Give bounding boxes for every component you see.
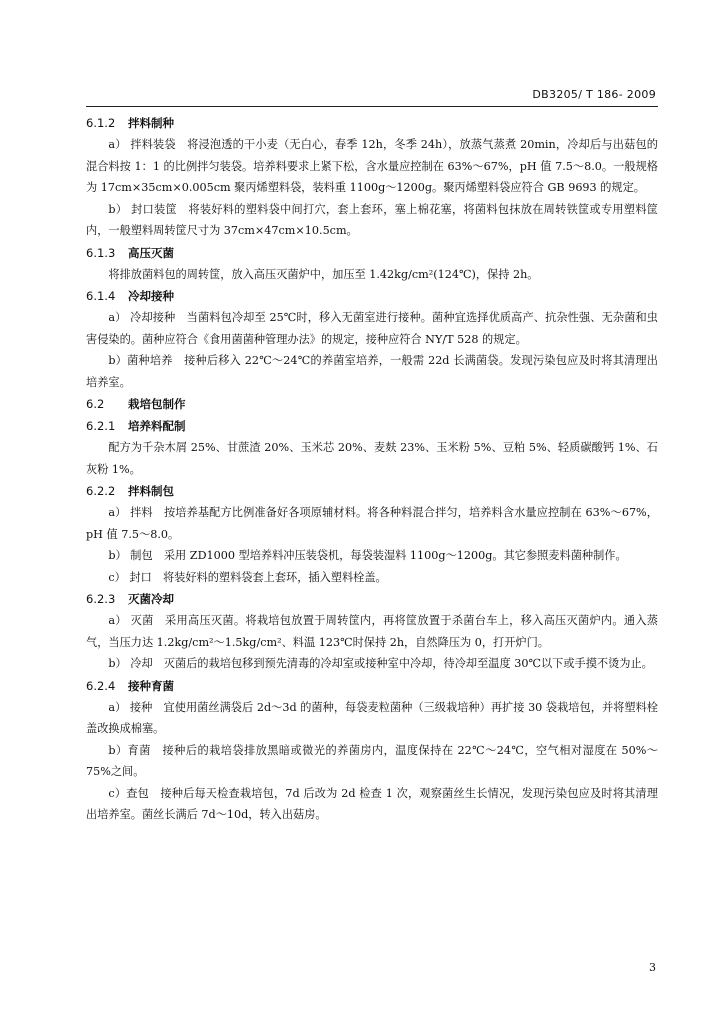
section-title: 拌料制种 <box>128 116 174 130</box>
section-heading <box>86 480 658 502</box>
section-title: 接种育菌 <box>128 678 174 693</box>
paragraph: a） 拌料 按培养基配方比例准备好各项原辅材料。将各种料混合拌匀，培养料含水量应控制在 63%～67%，pH 值 7.5～8.0。 <box>86 506 658 541</box>
paragraph: 配方为千杂木屑 25%、甘蔗渣 20%、玉米芯 20%、麦麸 23%、玉米粉 5%、豆粕 5%、轻质碳酸钙 1%、石灰粉 1%。 <box>86 441 658 476</box>
section-heading <box>86 675 658 697</box>
section-title: 拌料制包 <box>128 484 174 498</box>
section-title: 栽培包制作 <box>128 397 186 411</box>
paragraph: a） 接种 宜使用菌丝满袋后 2d～3d 的菌种，每袋麦粒菌种（三级栽培种）再扩接 30 袋栽培包，并将塑料栓盖改换成棉塞。 <box>86 700 658 735</box>
paragraph: b） 封口装筐 将装好料的塑料袋中间打穴，套上套环，塞上棉花塞，将菌料包抹放在周转铁筐或专用塑料筐内，一般塑料周转筐尺寸为 37cm×47cm×10.5cm。 <box>86 202 658 237</box>
paragraph: c） 封口 将装好料的塑料袋套上套环，插入塑料栓盖。 <box>108 570 387 584</box>
section-heading <box>86 415 658 437</box>
section-heading <box>86 393 658 415</box>
section-title: 培养料配制 <box>128 419 186 433</box>
paragraph: a） 灭菌 采用高压灭菌。将栽培包放置于周转筐内，再将筐放置于杀菌台车上，移入高压灭菌炉内。通入蒸气，当压力达 1.2kg/cm²～1.5kg/cm²、料温 123℃时保持 2h，自然降压为 0，打开炉门。 <box>86 614 658 649</box>
paragraph: c）查包 接种后每天检查栽培包，7d 后改为 2d 检查 1 次，观察菌丝生长情况，发现污染包应及时将其清理出培养室。菌丝长满后 7d～10d，转入出菇房。 <box>86 786 658 821</box>
section-number: 6.1.2 <box>86 116 116 130</box>
section-heading <box>86 285 658 307</box>
paragraph: b）育菌 接种后的栽培袋排放黑暗或微光的养菌房内，温度保持在 22℃～24℃，空气相对湿度在 50%～75%之间。 <box>86 743 658 778</box>
section-heading <box>86 242 658 264</box>
section-number: 6.2.4 <box>86 678 116 693</box>
section-number: 6.2.3 <box>86 592 116 606</box>
document-id-header: DB3205/ T 186- 2009 <box>532 88 656 101</box>
section-title: 灭菌冷却 <box>128 592 174 606</box>
section-heading <box>86 112 658 134</box>
paragraph: a） 冷却接种 当菌料包冷却至 25℃时，移入无菌室进行接种。菌种宜选择优质高产、抗杂性强、无杂菌和虫害侵染的。菌种应符合《食用菌菌种管理办法》的规定，接种应符合 NY/T 528 的规定。 <box>86 311 658 346</box>
section-title: 高压灭菌 <box>128 245 174 260</box>
section-number: 6.1.3 <box>86 245 116 260</box>
paragraph: b） 制包 采用 ZD1000 型培养料冲压装袋机，每袋装湿料 1100g～1200g。其它参照麦料菌种制作。 <box>108 549 627 562</box>
paragraph: 将排放菌料包的周转筐，放入高压灭菌炉中，加压至 1.42kg/cm²(124℃)，保持 2h。 <box>108 267 539 281</box>
section-number: 6.2.2 <box>86 484 116 498</box>
section-heading <box>86 588 658 610</box>
page-number: 3 <box>649 961 656 974</box>
header-rule <box>86 106 658 107</box>
paragraph: b） 冷却 灭菌后的栽培包移到预先清毒的冷却室或接种室中冷却，待冷却至温度 30℃以下或手摸不烫为止。 <box>108 657 653 670</box>
section-number: 6.1.4 <box>86 289 116 303</box>
section-number: 6.2 <box>86 397 105 411</box>
section-title: 冷却接种 <box>128 289 174 303</box>
document-body <box>86 112 658 826</box>
paragraph: a） 拌料装袋 将浸泡透的干小麦（无白心，春季 12h，冬季 24h），放蒸气蒸煮 20min，冷却后与出菇包的混合料按 1：1 的比例拌匀装袋。培养料要求上紧下松，含水量应控制在 63%～67%，pH 值 7.5～8.0。一般规格为 17cm×35cm×0.005cm 聚丙烯塑料袋，装料重 1100g～1200g。聚丙烯塑料袋应符合 GB 9693 的规定。 <box>86 138 658 194</box>
paragraph: b）菌种培养 接种后移入 22℃～24℃的养菌室培养，一般需 22d 长满菌袋。发现污染包应及时将其清理出培养室。 <box>86 354 658 389</box>
section-number: 6.2.1 <box>86 419 116 433</box>
